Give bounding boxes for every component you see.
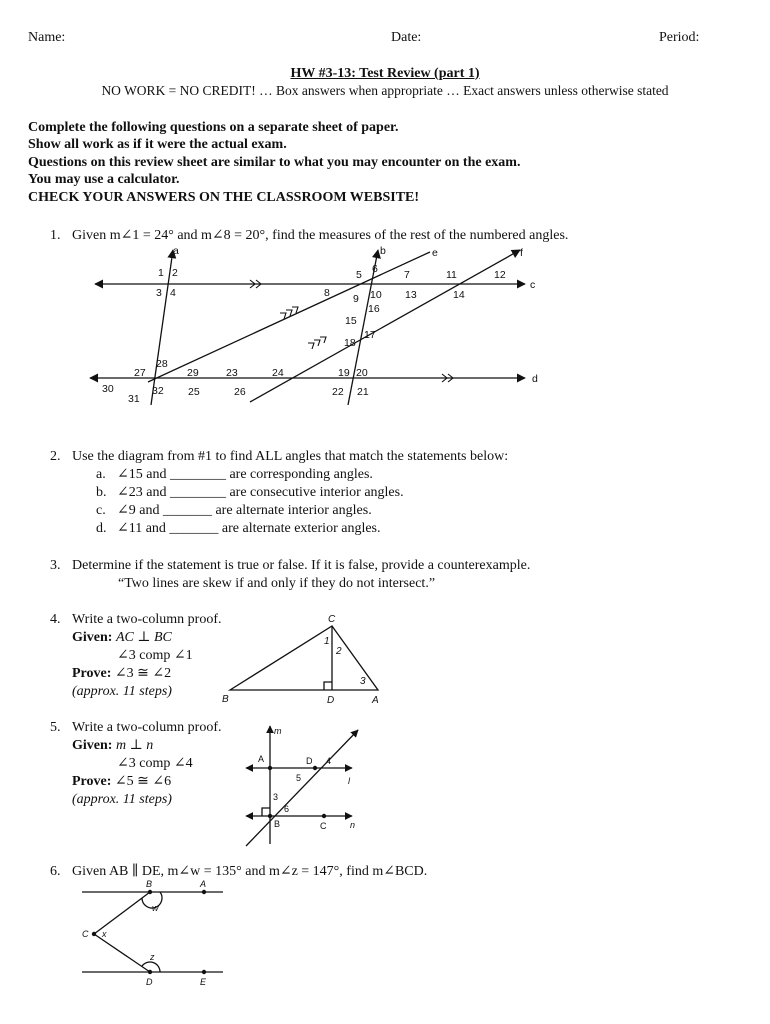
angle-label: 7 (404, 269, 410, 281)
angle-label: 2 (336, 646, 342, 657)
q2-item-d: ∠11 and _______ are alternate exterior angles. (117, 521, 381, 536)
q4-text: Write a two-column proof. (72, 612, 222, 627)
line-label: n (350, 820, 356, 830)
vertex-label: C (328, 614, 336, 625)
angle-label: 13 (405, 289, 417, 301)
q3-statement: “Two lines are skew if and only if they do not intersect.” (118, 576, 436, 591)
q4-prove: ∠3 ≅ ∠2 (114, 666, 172, 681)
angle-label: w (152, 903, 159, 913)
angle-label: 9 (353, 293, 359, 305)
angle-label: 3 (360, 676, 366, 687)
angle-label: 10 (370, 289, 382, 301)
q3-text: Determine if the statement is true or false. If it is false, provide a counterexample. (72, 558, 531, 573)
instruction-line: Questions on this review sheet are similar to what you may encounter on the exam. (28, 155, 521, 170)
angle-label: 22 (332, 386, 344, 398)
angle-label: 28 (156, 358, 168, 370)
q4-prove-line: Prove: ∠3 ≅ ∠2 (72, 666, 172, 681)
q5-perpendicular-lines-diagram (240, 720, 370, 848)
angle-label: 14 (453, 289, 465, 301)
angle-label: 17 (364, 329, 376, 341)
q4-given-2: ∠3 comp ∠1 (117, 648, 193, 663)
line-label: e (432, 247, 438, 259)
point-label: C (82, 929, 89, 939)
q5-given-2: ∠3 comp ∠4 (117, 756, 193, 771)
angle-label: 23 (226, 367, 238, 379)
angle-label: 8 (324, 287, 330, 299)
angle-label: 2 (172, 267, 178, 279)
angle-label: 29 (187, 367, 199, 379)
q5-given-label: Given (72, 738, 108, 753)
q2-item-letter: b. (96, 485, 107, 500)
q1-parallel-lines-diagram (80, 242, 560, 412)
q2-text: Use the diagram from #1 to find ALL angles that match the statements below: (72, 449, 509, 464)
angle-label: 4 (326, 756, 332, 766)
angle-label: x (102, 929, 107, 939)
angle-label: 26 (234, 386, 246, 398)
vertex-label: B (222, 694, 229, 705)
angle-label: z (150, 952, 155, 962)
page-title: HW #3-13: Test Review (part 1) (290, 66, 480, 81)
angle-label: 3 (273, 792, 279, 802)
q1-number: 1. (50, 228, 61, 243)
q5-given-1: m ⊥ n (115, 738, 154, 753)
q4-steps-note: (approx. 11 steps) (72, 684, 172, 699)
q4-number: 4. (50, 612, 61, 627)
q2-item-c: ∠9 and _______ are alternate interior angles. (117, 503, 372, 518)
q5-steps-note: (approx. 11 steps) (72, 792, 172, 807)
angle-label: 24 (272, 367, 284, 379)
q5-prove: ∠5 ≅ ∠6 (114, 774, 172, 789)
angle-label: 5 (296, 773, 302, 783)
line-label: l (348, 776, 350, 786)
q5-given-line: Given: m ⊥ n (72, 738, 154, 753)
name-label: Name: (28, 30, 66, 45)
point-label: A (200, 879, 207, 889)
q2-item-letter: a. (96, 467, 106, 482)
point-label: B (274, 819, 281, 829)
instruction-line: You may use a calculator. (28, 172, 180, 187)
angle-label: 32 (152, 385, 164, 397)
instruction-line: Complete the following questions on a separate sheet of paper. (28, 120, 399, 135)
q3-number: 3. (50, 558, 61, 573)
angle-label: 6 (284, 804, 290, 814)
q4-given-1: AC ⊥ BC (115, 630, 172, 645)
angle-label: 31 (128, 393, 140, 405)
q5-text: Write a two-column proof. (72, 720, 222, 735)
angle-label: 16 (368, 303, 380, 315)
instruction-line: Show all work as if it were the actual exam. (28, 137, 287, 152)
q6-parallel-lines-diagram (78, 878, 238, 988)
line-label: m (274, 726, 282, 736)
angle-label: 1 (324, 636, 330, 647)
angle-label: 30 (102, 383, 114, 395)
q2-item-letter: d. (96, 521, 107, 536)
period-label: Period: (659, 30, 700, 45)
angle-label: 19 (338, 367, 350, 379)
q4-given-line: Given: AC ⊥ BC (72, 630, 172, 645)
q4-triangle-diagram (220, 612, 390, 707)
line-label: b (380, 245, 386, 257)
line-label: f (520, 247, 523, 259)
q4-given-label: Given (72, 630, 108, 645)
line-label: d (532, 373, 538, 385)
point-label: D (306, 756, 313, 766)
angle-label: 27 (134, 367, 146, 379)
angle-label: 5 (356, 269, 362, 281)
angle-label: 15 (345, 315, 357, 327)
q5-prove-line: Prove: ∠5 ≅ ∠6 (72, 774, 172, 789)
line-label: c (530, 279, 536, 291)
q5-prove-label: Prove (72, 774, 107, 789)
angle-label: 4 (170, 287, 176, 299)
date-label: Date: (391, 30, 422, 45)
angle-label: 6 (372, 263, 378, 275)
angle-label: 18 (344, 337, 356, 349)
vertex-label: D (327, 695, 335, 706)
point-label: E (200, 977, 207, 987)
page-subtitle: NO WORK = NO CREDIT! … Box answers when appropriate … Exact answers unless otherwise stated (101, 83, 669, 98)
q6-number: 6. (50, 864, 61, 879)
point-label: A (258, 754, 265, 764)
q6-text: Given AB ∥ DE, m∠w = 135° and m∠z = 147°, find m∠BCD. (72, 864, 428, 879)
line-label: a (173, 245, 179, 257)
point-label: B (146, 879, 153, 889)
point-label: D (146, 977, 153, 987)
q2-item-letter: c. (96, 503, 106, 518)
angle-label: 20 (356, 367, 368, 379)
instruction-line: CHECK YOUR ANSWERS ON THE CLASSROOM WEBSITE! (28, 190, 420, 205)
q4-prove-label: Prove (72, 666, 107, 681)
angle-label: 11 (446, 269, 457, 281)
angle-label: 21 (357, 386, 369, 398)
angle-labels (102, 245, 538, 405)
point-label: C (320, 821, 327, 831)
angle-label: 3 (156, 287, 162, 299)
angle-label: 12 (494, 269, 506, 281)
q2-item-b: ∠23 and ________ are consecutive interior angles. (117, 485, 404, 500)
q5-number: 5. (50, 720, 61, 735)
q2-number: 2. (50, 449, 61, 464)
q1-text: Given m∠1 = 24° and m∠8 = 20°, find the measures of the rest of the numbered angles. (72, 228, 569, 243)
q2-item-a: ∠15 and ________ are corresponding angles. (117, 467, 373, 482)
angle-label: 25 (188, 386, 200, 398)
angle-label: 1 (158, 267, 164, 279)
vertex-label: A (372, 695, 379, 706)
